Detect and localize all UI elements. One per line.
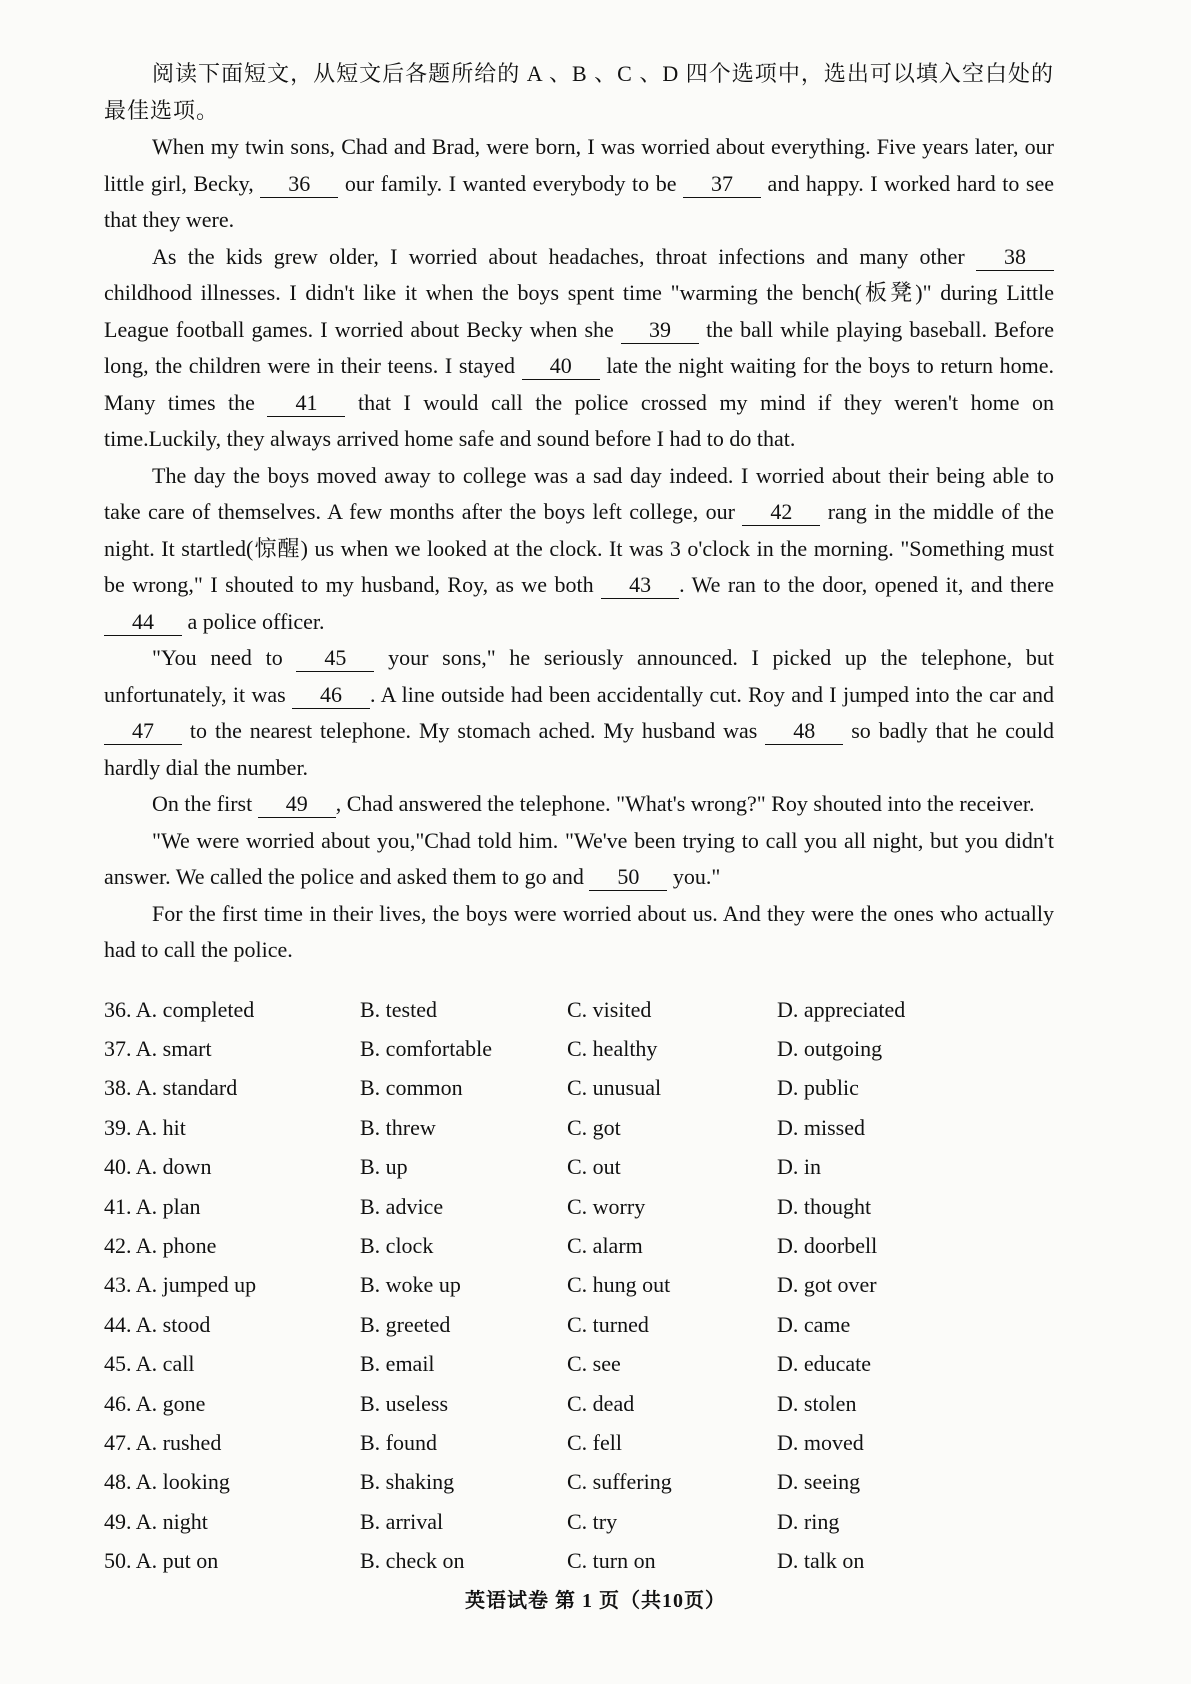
paragraph-text: On the first: [152, 791, 258, 816]
option-d: D. educate: [777, 1351, 872, 1377]
option-b: B. clock: [360, 1233, 434, 1259]
paragraph-text: The day the boys moved away to college was a sad day indeed. I worried about their being able to take care of themselves. A few months after the boys left college, our: [104, 462, 1054, 524]
passage-paragraph: [104, 823, 1054, 896]
option-d: D. moved: [777, 1429, 864, 1455]
option-c: C. see: [567, 1351, 621, 1377]
paragraph-text: so badly that he could hardly dial the number.: [104, 718, 1054, 780]
paragraph-text: "You need to: [152, 645, 297, 670]
paragraph-text: As the kids grew older, I worried about headaches, throat infections and many other: [152, 243, 976, 269]
option-c: C. suffering: [567, 1469, 672, 1495]
blank-48: 48: [765, 718, 843, 745]
option-b: B. common: [360, 1075, 463, 1101]
paragraph-text: For the first time in their lives, the boys were worried about us. And they were the ones who actually had to call the police.: [104, 900, 1054, 962]
option-c: C. turned: [567, 1311, 649, 1337]
option-d: D. seeing: [777, 1469, 861, 1495]
question-row: [104, 1345, 1064, 1384]
option-a: 41. A. plan: [104, 1193, 201, 1219]
passage-paragraph: [104, 458, 1054, 641]
option-b: B. found: [360, 1429, 437, 1455]
option-d: D. came: [777, 1311, 851, 1337]
option-d: D. ring: [777, 1508, 840, 1534]
option-b: B. email: [360, 1351, 435, 1377]
option-b: B. useless: [360, 1390, 448, 1416]
option-d: D. outgoing: [777, 1036, 883, 1062]
option-d: D. in: [777, 1154, 821, 1180]
paragraph-text: . We ran to the door, opened it, and there: [679, 572, 1054, 597]
blank-37: 37: [683, 171, 761, 198]
blank-41: 41: [267, 390, 345, 417]
option-b: B. shaking: [360, 1469, 455, 1495]
option-a: 47. A. rushed: [104, 1429, 222, 1455]
question-row: [104, 990, 1064, 1029]
paragraph-text: . A line outside had been accidentally cut. Roy and I jumped into the car and: [370, 681, 1055, 707]
passage-paragraph: [104, 129, 1054, 239]
blank-43: 43: [601, 572, 679, 599]
paragraph-text: When my twin sons, Chad and Brad, were born, I was worried about everything. Five years later, our little girl, Becky,: [104, 134, 1054, 196]
option-a: 48. A. looking: [104, 1469, 230, 1495]
question-row: [104, 1305, 1064, 1344]
option-c: C. unusual: [567, 1075, 662, 1101]
option-b: B. greeted: [360, 1311, 451, 1337]
paragraph-text: rang in the middle of the night. It startled(惊醒) us when we looked at the clock. It was 3 o'clock in the morning. "Something must be wrong," I shouted to my husband, Roy, as we both: [104, 499, 1054, 597]
option-b: B. comfortable: [360, 1036, 492, 1062]
paragraph-text: to the nearest telephone. My stomach ached. My husband was: [182, 718, 766, 743]
option-c: C. try: [567, 1508, 618, 1534]
option-a: 46. A. gone: [104, 1390, 206, 1416]
option-d: D. public: [777, 1075, 859, 1101]
question-row: [104, 1463, 1064, 1502]
question-row: [104, 1502, 1064, 1541]
passage-paragraph: [104, 786, 1054, 823]
cloze-passage: [104, 56, 1054, 969]
option-c: C. visited: [567, 996, 652, 1022]
question-row: [104, 1148, 1064, 1187]
option-a: 37. A. smart: [104, 1036, 212, 1062]
blank-38: 38: [976, 244, 1054, 271]
option-d: D. doorbell: [777, 1233, 878, 1259]
question-row: [104, 1108, 1064, 1147]
blank-40: 40: [522, 353, 600, 380]
option-c: C. turn on: [567, 1548, 656, 1574]
question-row: [104, 1423, 1064, 1462]
option-a: 40. A. down: [104, 1154, 212, 1180]
option-b: B. threw: [360, 1114, 436, 1140]
option-d: D. talk on: [777, 1548, 865, 1574]
passage-paragraph: [104, 239, 1054, 458]
option-d: D. missed: [777, 1114, 865, 1140]
paragraph-text: a police officer.: [182, 608, 325, 634]
option-c: C. worry: [567, 1193, 646, 1219]
blank-46: 46: [292, 682, 370, 709]
option-a: 50. A. put on: [104, 1548, 219, 1574]
option-a: 39. A. hit: [104, 1114, 186, 1140]
question-row: [104, 1187, 1064, 1226]
question-row: [104, 1266, 1064, 1305]
blank-36: 36: [260, 171, 338, 198]
paragraph-text: your sons," he seriously announced. I picked up the telephone, but unfortunately, it was: [104, 645, 1054, 707]
paragraph-text: and happy. I worked hard to see that they were.: [104, 170, 1054, 232]
passage-paragraph: [104, 896, 1054, 969]
option-a: 38. A. standard: [104, 1075, 238, 1101]
paragraph-text: that I would call the police crossed my mind if they weren't home on time.Luckily, they always arrived home safe and sound before I had to do that.: [104, 389, 1055, 451]
blank-45: 45: [296, 645, 374, 672]
option-d: D. got over: [777, 1272, 877, 1298]
option-a: 49. A. night: [104, 1508, 208, 1534]
option-a: 43. A. jumped up: [104, 1272, 257, 1298]
option-c: C. alarm: [567, 1233, 643, 1259]
option-b: B. arrival: [360, 1508, 444, 1534]
question-row: [104, 1541, 1064, 1580]
blank-42: 42: [742, 499, 820, 526]
paragraph-text: late the night waiting for the boys to return home. Many times the: [104, 353, 1054, 415]
paragraph-text: our family. I wanted everybody to be: [338, 170, 684, 196]
answer-options: [104, 990, 1064, 1581]
passage-paragraph: [104, 640, 1054, 786]
option-a: 45. A. call: [104, 1351, 195, 1377]
page-footer: 英语试卷 第 1 页（共10页）: [465, 1590, 726, 1612]
paragraph-text: the ball while playing baseball. Before long, the children were in their teens. I stayed: [104, 316, 1054, 378]
option-c: C. hung out: [567, 1272, 671, 1298]
option-b: B. advice: [360, 1193, 444, 1219]
blank-47: 47: [104, 718, 182, 745]
passage-paragraphs: [104, 129, 1054, 969]
blank-50: 50: [589, 864, 667, 891]
option-b: B. tested: [360, 996, 437, 1022]
option-a: 36. A. completed: [104, 996, 255, 1022]
paragraph-text: you.": [667, 864, 721, 889]
option-d: D. stolen: [777, 1390, 857, 1416]
question-row: [104, 1226, 1064, 1265]
option-a: 44. A. stood: [104, 1311, 211, 1337]
question-row: [104, 1029, 1064, 1068]
option-d: D. thought: [777, 1193, 872, 1219]
blank-39: 39: [621, 317, 699, 344]
question-row: [104, 1384, 1064, 1423]
blank-49: 49: [258, 791, 336, 818]
blank-44: 44: [104, 609, 182, 636]
paragraph-text: , Chad answered the telephone. "What's wrong?" Roy shouted into the receiver.: [335, 791, 1035, 816]
paragraph-text: "We were worried about you,"Chad told him. "We've been trying to call you all night, but you didn't answer. We called the police and asked them to go and: [104, 827, 1054, 889]
option-b: B. check on: [360, 1548, 465, 1574]
option-a: 42. A. phone: [104, 1233, 217, 1259]
option-c: C. healthy: [567, 1036, 658, 1062]
paragraph-text: childhood illnesses. I didn't like it when the boys spent time "warming the bench(板凳)" during Little League football games. I worried about Becky when she: [104, 280, 1054, 342]
option-d: D. appreciated: [777, 996, 906, 1022]
option-c: C. out: [567, 1154, 621, 1180]
option-c: C. fell: [567, 1429, 622, 1455]
option-b: B. up: [360, 1154, 408, 1180]
option-b: B. woke up: [360, 1272, 461, 1298]
option-c: C. got: [567, 1114, 621, 1140]
instructions: 阅读下面短文，从短文后各题所给的 A 、B 、C 、D 四个选项中，选出可以填入空白处的最佳选项。: [104, 61, 1054, 123]
option-c: C. dead: [567, 1390, 635, 1416]
question-row: [104, 1069, 1064, 1108]
